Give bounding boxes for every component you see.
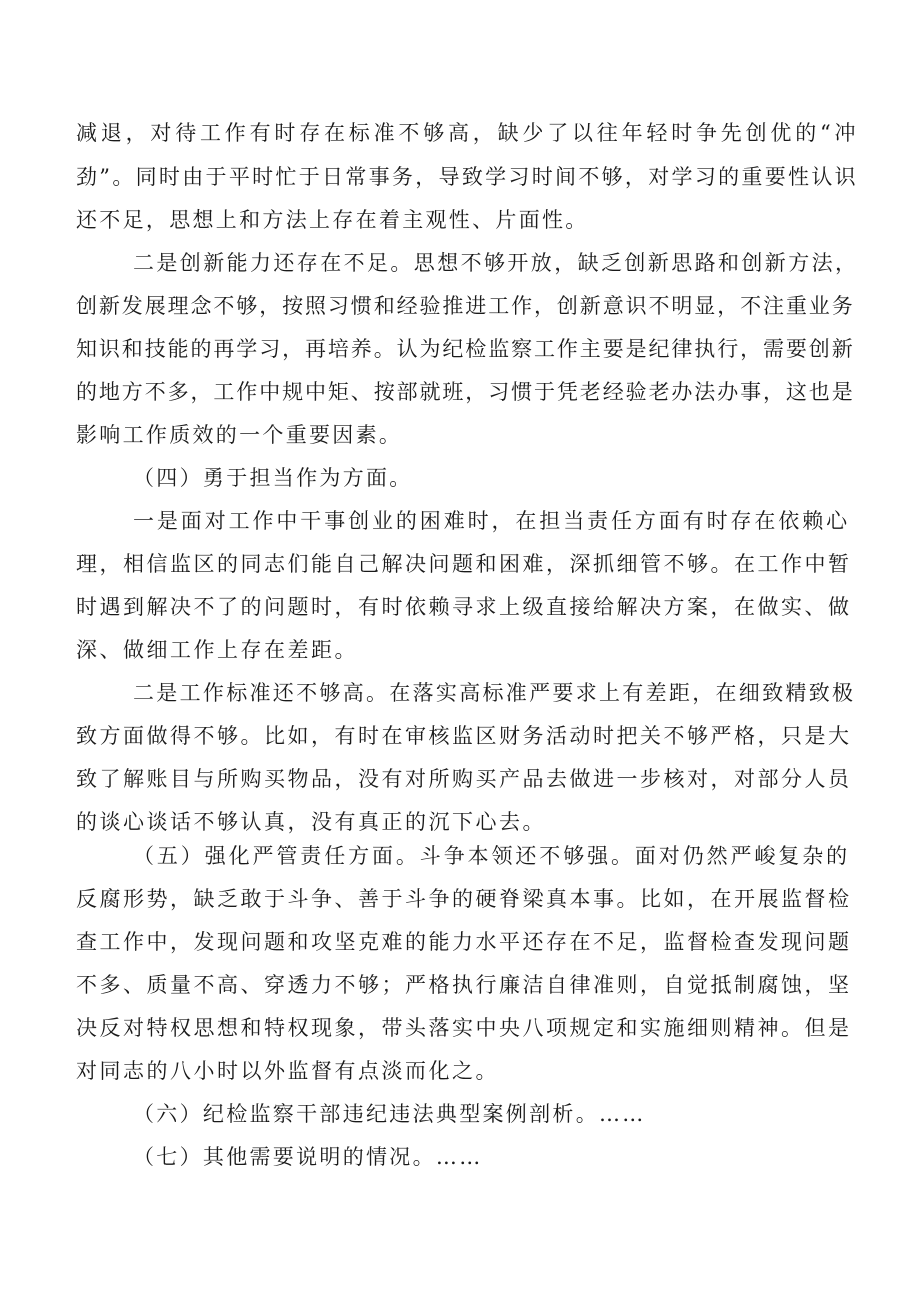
- paragraph-2-line-3: 知识和技能的再学习，再培养。认为纪检监察工作主要是纪律执行，需要创新: [76, 337, 855, 361]
- paragraph-6-line-6: 对同志的八小时以外监督有点淡而化之。: [76, 1059, 499, 1083]
- paragraph-2-line-4: 的地方不多，工作中规中矩、按部就班，习惯于凭老经验老办法办事，这也是: [76, 380, 855, 404]
- paragraph-1-line-1: 减退，对待工作有时存在标准不够高，缺少了以往年轻时争先创优的“冲: [76, 121, 860, 145]
- section-heading-6: （六）纪检监察干部违纪违法典型案例剖析。……: [133, 1102, 646, 1126]
- paragraph-4-line-4: 深、做细工作上存在差距。: [76, 638, 358, 662]
- section-heading-4: （四）勇于担当作为方面。: [133, 466, 413, 490]
- paragraph-5-line-4: 的谈心谈话不够认真，没有真正的沉下心去。: [76, 810, 546, 834]
- section-heading-7: （七）其他需要说明的情况。……: [133, 1145, 483, 1169]
- paragraph-6-line-3: 查工作中，发现问题和攻坚克难的能力水平还存在不足，监督检查发现问题: [76, 930, 852, 954]
- paragraph-1-line-2: 劲”。同时由于平时忙于日常事务，导致学习时间不够，对学习的重要性认识: [76, 165, 858, 189]
- paragraph-5-line-1: 二是工作标准还不够高。在落实高标准严要求上有差距，在细致精致极: [133, 681, 856, 705]
- paragraph-2-line-2: 创新发展理念不够，按照习惯和经验推进工作，创新意识不明显，不注重业务: [76, 294, 855, 318]
- paragraph-6-line-5: 决反对特权思想和特权现象，带头落实中央八项规定和实施细则精神。但是: [76, 1016, 852, 1040]
- paragraph-5-line-2: 致方面做得不够。比如，有时在审核监区财务活动时把关不够严格，只是大: [76, 724, 852, 748]
- paragraph-2-line-1: 二是创新能力还存在不足。思想不够开放，缺乏创新思路和创新方法，: [133, 251, 859, 275]
- paragraph-6-line-2: 反腐形势，缺乏敢于斗争、善于斗争的硬脊梁真本事。比如，在开展监督检: [76, 887, 852, 911]
- paragraph-4-line-3: 时遇到解决不了的问题时，有时依赖寻求上级直接给解决方案，在做实、做: [76, 595, 852, 619]
- paragraph-5-line-3: 致了解账目与所购买物品，没有对所购买产品去做进一步核对，对部分人员: [76, 767, 852, 791]
- paragraph-4-line-1: 一是面对工作中干事创业的困难时，在担当责任方面有时存在依赖心: [133, 509, 850, 533]
- paragraph-6-line-1: （五）强化严管责任方面。斗争本领还不够强。面对仍然严峻复杂的: [133, 844, 850, 868]
- paragraph-4-line-2: 理，相信监区的同志们能自己解决问题和困难，深抓细管不够。在工作中暂: [76, 552, 852, 576]
- paragraph-2-line-5: 影响工作质效的一个重要因素。: [76, 423, 403, 447]
- paragraph-1-line-3: 还不足，思想上和方法上存在着主观性、片面性。: [76, 208, 589, 232]
- paragraph-6-line-4: 不多、质量不高、穿透力不够；严格执行廉洁自律准则，自觉抵制腐蚀，坚: [76, 973, 852, 997]
